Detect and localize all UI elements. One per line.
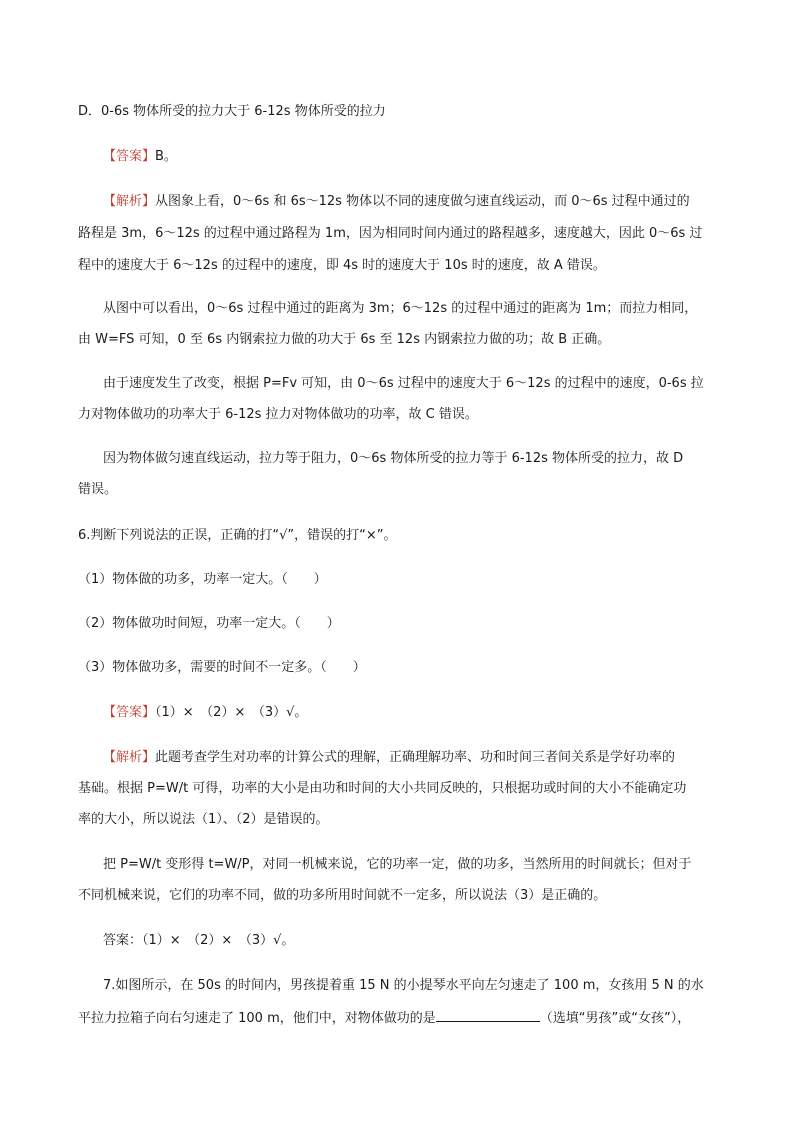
- question-7-tail: （选填“男孩”或“女孩”），: [539, 1011, 691, 1026]
- paragraph-line: 率的大小，所以说法（1）、（2）是错误的。: [78, 812, 329, 827]
- question-7-text: 平拉力拉箱子向右匀速走了 100 m，他们中，对物体做功的是: [78, 1011, 436, 1026]
- question-6-item-3: （3）物体做功多，需要的时间不一定多。（ ）: [78, 660, 366, 675]
- analysis-line: [103, 192, 690, 212]
- question-6: 6.判断下列说法的正误，正确的打“√”，错误的打“×”。: [78, 528, 397, 543]
- analysis-tag: 【解析】: [103, 750, 156, 765]
- paragraph-line: 力对物体做功的功率大于 6-12s 拉力对物体做功的功率，故 C 错误。: [78, 407, 478, 422]
- answer-tag: 【答案】: [103, 705, 156, 720]
- question-7-line-2: [78, 1007, 690, 1029]
- final-answer: 答案：（1）× （2）× （3）√。: [103, 933, 295, 948]
- answer-line: [103, 703, 307, 723]
- paragraph-line: 不同机械来说，它们的功率不同，做的功多所用时间就不一定多，所以说法（3）是正确的。: [78, 888, 607, 903]
- analysis-text: 此题考查学生对功率的计算公式的理解，正确理解功率、功和时间三者间关系是学好功率的: [155, 750, 676, 765]
- paragraph-line: 路程是 3m，6～12s 的过程中通过路程为 1m，因为相同时间内通过的路程越多，速度越大，因此 0～6s 过: [78, 226, 703, 241]
- answer-blank[interactable]: [436, 1007, 540, 1022]
- answer-tag: 【答案】: [103, 149, 156, 164]
- analysis-text: 从图象上看，0～6s 和 6s～12s 物体以不同的速度做匀速直线运动，而 0～6s 过程中通过的: [155, 194, 690, 209]
- analysis-line: [103, 748, 675, 768]
- answer-text: B。: [155, 149, 177, 164]
- answer-text: （1）× （2）× （3）√。: [155, 705, 308, 720]
- question-6-item-2: （2）物体做功时间短，功率一定大。（ ）: [78, 616, 340, 631]
- paragraph-line: 因为物体做匀速直线运动，拉力等于阻力，0～6s 物体所受的拉力等于 6-12s 物体所受的拉力，故 D: [103, 451, 684, 466]
- answer-line: [103, 147, 177, 167]
- question-6-item-1: （1）物体做的功多，功率一定大。（ ）: [78, 572, 327, 587]
- paragraph-line: 基础。根据 P=W/t 可得，功率的大小是由功和时间的大小共同反映的，只根据功或时间的大小不能确定功: [78, 781, 687, 796]
- analysis-tag: 【解析】: [103, 194, 156, 209]
- paragraph-line: 把 P=W/t 变形得 t=W/P，对同一机械来说，它的功率一定，做的功多，当然所用的时间就长；但对于: [103, 857, 692, 872]
- option-d: D．0-6s 物体所受的拉力大于 6-12s 物体所受的拉力: [78, 104, 386, 119]
- paragraph-line: 程中的速度大于 6～12s 的过程中的速度，即 4s 时的速度大于 10s 时的速度，故 A 错误。: [78, 258, 606, 273]
- paragraph-line: 由于速度发生了改变，根据 P=Fv 可知，由 0～6s 过程中的速度大于 6～12s 的过程中的速度，0-6s 拉: [103, 376, 704, 391]
- question-7: 7.如图所示，在 50s 的时间内，男孩提着重 15 N 的小提琴水平向左匀速走了 100 m，女孩用 5 N 的水: [103, 978, 704, 993]
- paragraph-line: 错误。: [78, 482, 118, 497]
- paragraph-line: 由 W=FS 可知，0 至 6s 内钢索拉力做的功大于 6s 至 12s 内钢索拉力做的功；故 B 正确。: [78, 332, 611, 347]
- paragraph-line: 从图中可以看出，0～6s 过程中通过的距离为 3m；6～12s 的过程中通过的距离为 1m；而拉力相同，: [103, 301, 698, 316]
